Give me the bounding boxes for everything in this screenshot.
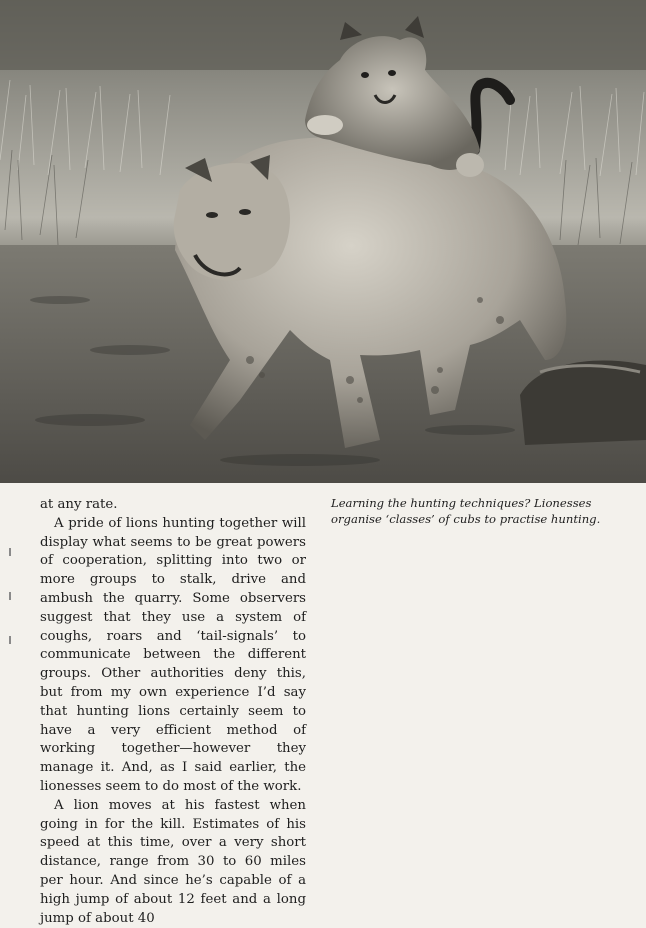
body-text-column: [40, 496, 306, 928]
margin-mark: [9, 548, 11, 556]
body-paragraph-3: A lion moves at his fastest when going in for the kill. Estimates of his speed at this time, over a very short distance, range from 30 to 60 miles per hour. And since he’s capable of a high jump of about 12 feet and a long jump of about 40: [40, 797, 306, 926]
margin-mark: [9, 592, 11, 600]
margin-mark: [9, 636, 11, 644]
photo-caption: Learning the hunting techniques? Lionesses organise ‘classes’ of cubs to practise hunting.: [331, 496, 601, 526]
body-paragraph-2: A pride of lions hunting together will display what seems to be great powers of cooperation, splitting into two or more groups to stalk, drive and ambush the quarry. Some observers suggest that they use a system of coughs, roars and ‘tail-signals’ to communicate between the different groups. Other authorities deny this, but from my own experience I’d say that hunting lions certainly seem to have a very efficient method of working together—however they manage it. And, as I said earlier, the lionesses seem to do most of the work.: [40, 515, 306, 794]
body-paragraph-1: at any rate.: [40, 497, 118, 512]
